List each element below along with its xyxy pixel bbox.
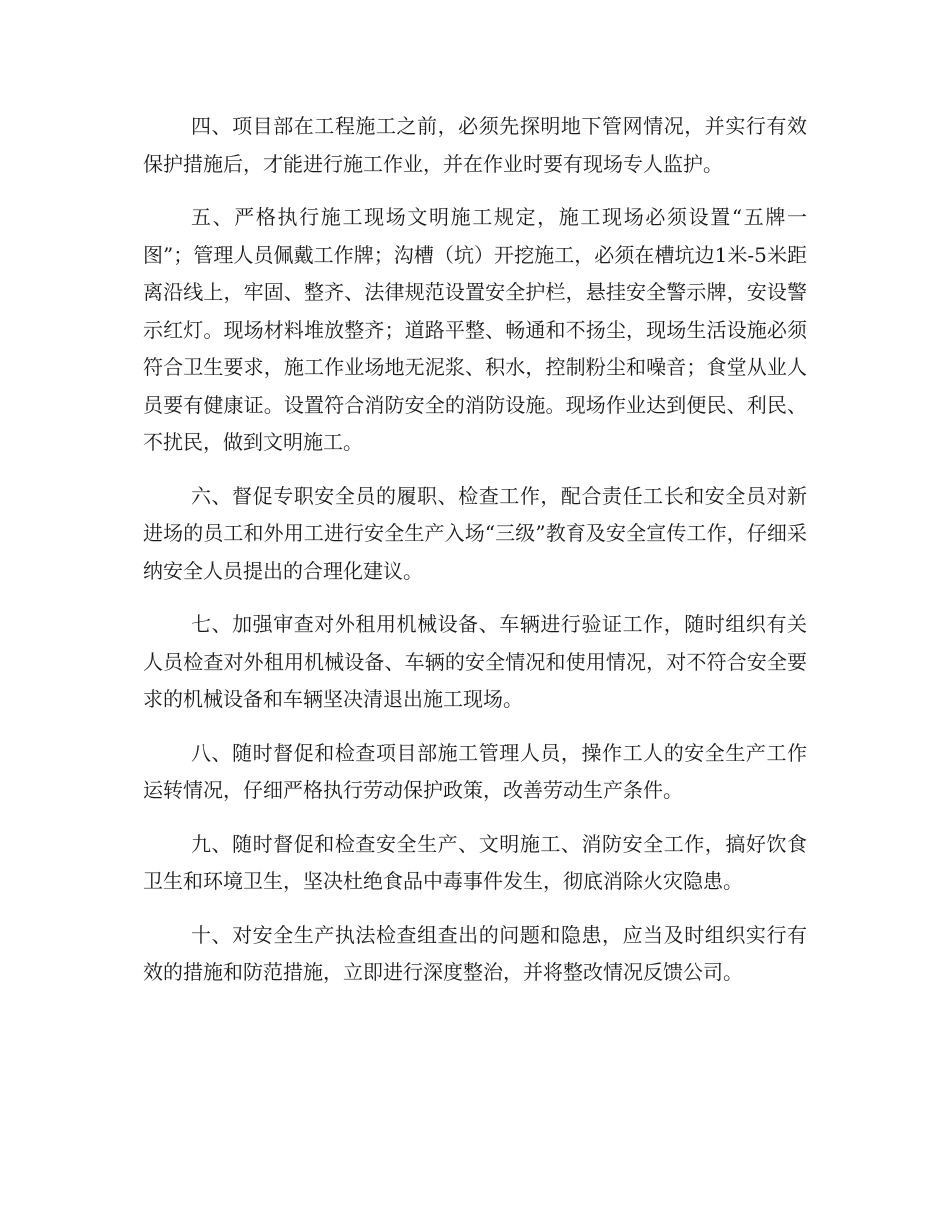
paragraph-item-8: 八、随时督促和检查项目部施工管理人员，操作工人的安全生产工作运转情况，仔细严格执行劳动保护政策，改善劳动生产条件。 (143, 740, 807, 802)
paragraph-item-7: 七、加强审查对外租用机械设备、车辆进行验证工作，随时组织有关人员检查对外租用机械设备、车辆的安全情况和使用情况，对不符合安全要求的机械设备和车辆坚决清退出施工现场。 (143, 612, 807, 711)
paragraph-item-4: 四、项目部在工程施工之前，必须先探明地下管网情况，并实行有效保护措施后，才能进行施工作业，并在作业时要有现场专人监护。 (143, 114, 807, 176)
paragraph-item-5: 五、严格执行施工现场文明施工规定，施工现场必须设置“五牌一图”；管理人员佩戴工作牌；沟槽（坑）开挖施工，必须在槽坑边1米-5米距离沿线上，牢固、整齐、法律规范设置安全护栏，悬挂安全警示牌，安设警示红灯。现场材料堆放整齐；道路平整、畅通和不扬尘，现场生活设施必须符合卫生要求，施工作业场地无泥浆、积水，控制粉尘和噪音；食堂从业人员要有健康证。设置符合消防安全的消防设施。现场作业达到便民、利民、不扰民，做到文明施工。 (143, 205, 807, 454)
paragraph-item-6: 六、督促专职安全员的履职、检查工作，配合责任工长和安全员对新进场的员工和外用工进行安全生产入场“三级”教育及安全宣传工作，仔细采纳安全人员提出的合理化建议。 (143, 483, 807, 583)
paragraph-item-10: 十、对安全生产执法检查组查出的问题和隐患，应当及时组织实行有效的措施和防范措施，立即进行深度整治，并将整改情况反馈公司。 (143, 922, 807, 984)
document-body (143, 108, 807, 1008)
paragraph-item-9: 九、随时督促和检查安全生产、文明施工、消防安全工作，搞好饮食卫生和环境卫生，坚决杜绝食品中毒事件发生，彻底消除火灾隐患。 (143, 831, 807, 893)
